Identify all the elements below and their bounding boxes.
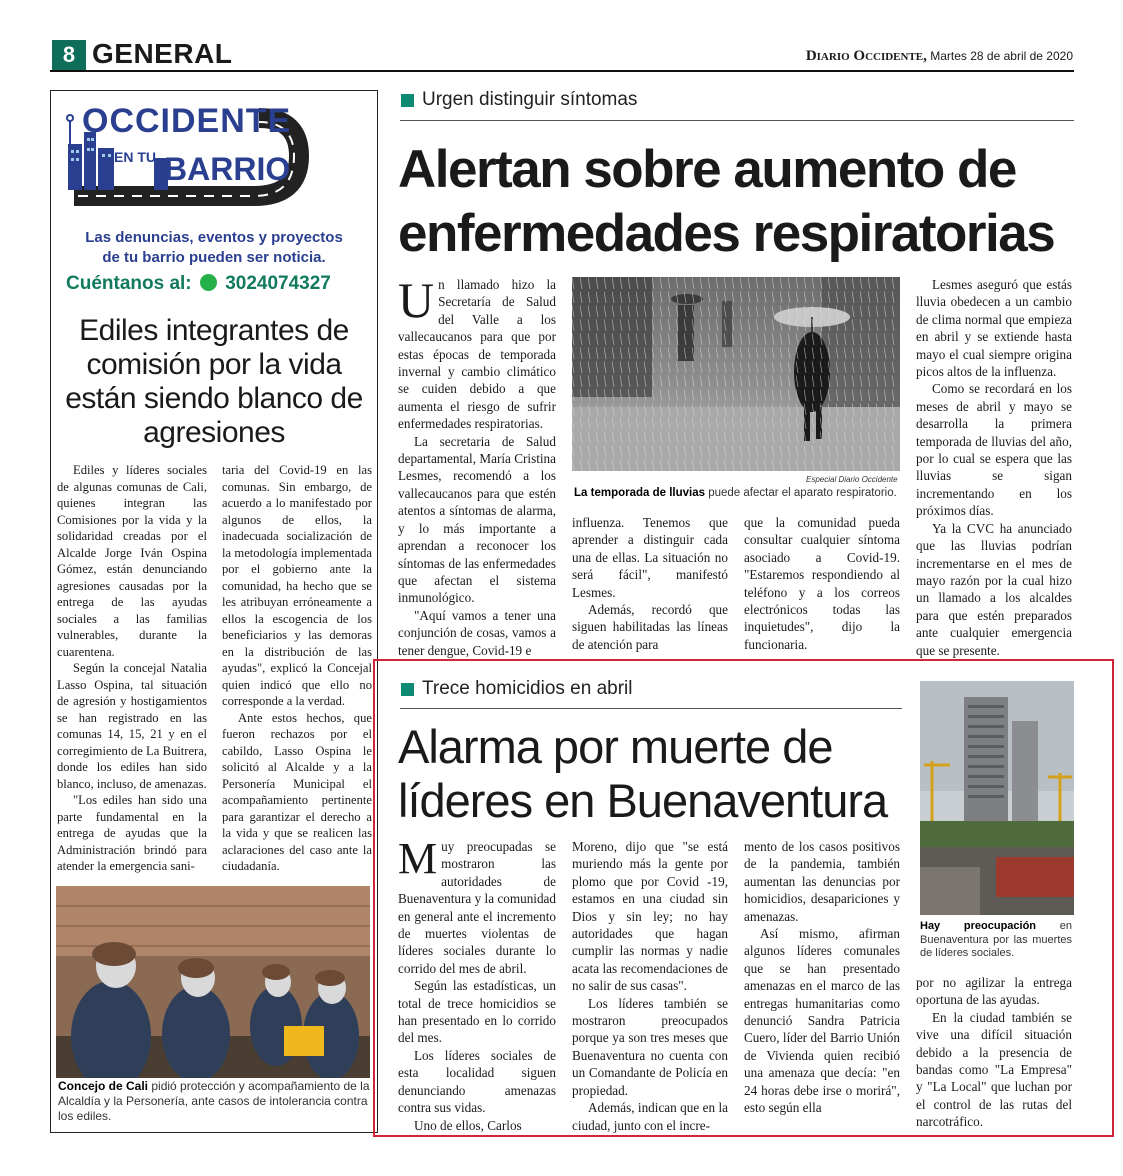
whatsapp-icon [200,274,217,291]
paragraph: Los líderes también se mostraron preocupados porque ya son tres meses que Buenaventura no cuenta con un Comandante de Policía en propiedad. [572,995,728,1098]
paragraph: Los líderes sociales de esta localidad siguen denunciando amenazas contra sus vidas. [398,1047,556,1116]
concejo-de-cali-photo [56,886,370,1078]
paragraph: mento de los casos positivos de la pandemia, también aumentan las denuncias por homicidios, desapariciones y amenazas. [744,839,900,924]
top-column-4 [916,276,1072,659]
top-kicker: Urgen distinguir síntomas [422,89,638,110]
paragraph: "Los ediles han sido una parte fundamental en la entrega de ayudas que la Administración brindó para atender la emergencia sani- [57,793,207,873]
dropcap: U [398,272,435,328]
paragraph: Según la concejal Natalia Lasso Ospina, tal situación de agresión y hostigamientos se han registrado en las comunas 14, 15, 21 y en el corregimiento de La Buitrera, donde los ediles han sido blanco, incluso, de amenazas. [57,661,207,791]
section-title: GENERAL [92,38,233,69]
contact-number: 3024074327 [225,273,331,294]
kicker-marker [401,94,414,107]
caption-text: puede afectar el aparato respiratorio. [705,487,897,499]
headline-line-2: enfermedades respiratorias [398,204,1055,263]
occidente-en-tu-barrio-logo [64,96,344,218]
logo-word-occidente: OCCIDENTE [82,102,292,140]
paragraph: Uno de ellos, Carlos [414,1117,522,1133]
paragraph: En la ciudad también se vive una difícil situación debido a la presencia de bandas como "La Empresa" y "La Local" que luchan por el control de las rutas del narcotráfico. [916,1009,1072,1130]
top-column-1 [398,272,556,659]
paragraph: Según las estadísticas, un total de trece homicidios se han presentado en lo corrido del mes. [398,978,556,1046]
logo-word-barrio: BARRIO [164,151,291,187]
promo-text [60,228,368,268]
issue-date: Martes 28 de abril de 2020 [930,49,1073,63]
newspaper-name: Diario Occidente, [805,48,927,64]
bottom-kicker: Trece homicidios en abril [422,678,633,699]
paragraph: Lesmes aseguró que estás lluvia obedecen a un cambio de clima normal que empieza en abril y se extiende hasta mayo el cual siempre origina picos altos de la influenza. [916,277,1072,380]
page-number: 8 [52,40,86,70]
paragraph: que la comunidad pueda consultar cualquier síntoma asociado a Covid-19. "Estaremos respondiendo al teléfono y a los correos electrónicos todas las inquietudes", dijo la funcionaria. [744,515,900,652]
left-column-1 [57,462,207,875]
paragraph: n llamado hizo la Secretaría de Salud del Valle a los vallecaucanos para que por estas épocas de temporada invernal y cambio climático se cuiden debido a que aumenta el riesgo de sufrir enfermedades respiratorias. [398,277,556,432]
bottom-photo-caption [920,920,1072,961]
paragraph: Ante estos hechos, que fueron rechazos por el cabildo, Lasso Ospina le solicitó al Alcalde y a la Personería Municipal el acompañamiento pertinente para garantizar el derecho a la vida y que se realicen las aclaraciones del caso ante la ciudadanía. [222,710,372,873]
logo-word-en-tu: EN TU [114,149,156,165]
paragraph: "Aquí vamos a tener una conjunción de cosas, vamos a tener dengue, Covid-19 e [398,607,556,658]
left-column-2 [222,462,372,875]
top-headline [398,138,1078,266]
top-column-2 [572,514,728,653]
headline-line-1: Alertan sobre aumento de [398,140,1016,199]
photo-credit: Especial Diario Occidente [806,475,898,484]
caption-text: en Buenaventura por las muertes de líderes sociales. [920,920,1072,959]
bottom-column-1 [398,834,556,1134]
top-photo-caption [574,486,904,501]
paragraph: Así mismo, afirman algunos líderes comunales que se han presentado amenazas en el marco de las entregas humanitarias como denunció Sandra Patricia Cuero, líder del Barrio Unión de Vivienda quien recibió una amenaza que decía: "en 24 horas debe irse o morirá", esto según ella [744,926,900,1116]
left-headline: Ediles integrantes de comisión por la vida están siendo blanco de agresiones [65,314,363,449]
headline-line-2: líderes en Buenaventura [398,774,888,827]
caption-text: pidió protección y acompañamiento de la Alcaldía y la Personería, ante casos de intolerancia contra los ediles. [58,1079,370,1123]
caption-bold: Hay preocupación [920,920,1037,932]
paragraph: taria del Covid-19 en las comunas. Sin embargo, de acuerdo a lo manifestado por algunos de ellos, la inadecuada socialización de la metodología implementada por el gobierno ante la comunidad, ha hecho que se les atribuyan erróneamente a ellos la escogencia de los beneficiarios y las demoras en la distribución de las ayudas", explicó la Concejal quien indicó que ello no corresponde a la verdad. [222,463,372,708]
header-divider [50,70,1074,72]
bottom-headline [398,720,918,828]
kicker-marker [401,683,414,696]
kicker-divider [400,708,902,709]
left-photo-caption [58,1079,370,1124]
top-column-3 [744,514,900,653]
rain-photo [572,277,900,471]
paragraph: por no agilizar la entrega oportuna de las ayudas. [916,975,1072,1008]
bottom-column-4 [916,974,1072,1131]
paragraph: uy preocupadas se mostraron las autoridades de Buenaventura y la comunidad en general ante el incremento de muertes violentas de líderes sociales durante lo corrido del mes de abril. [398,839,556,976]
caption-bold: Concejo de Cali [58,1079,149,1093]
paragraph: Ediles y líderes sociales de algunas comunas de Cali, quienes integran las Comisiones por la vida y la solidaridad creadas por el Alcalde Jorge Iván Ospina Gómez, están denunciando agresiones causadas por la entrega de las ayudas sociales a las familias vulnerables, durante la cuarentena. [57,463,207,659]
buenaventura-photo [920,681,1074,915]
headline-line-1: Alarma por muerte de [398,720,833,773]
caption-bold: La temporada de lluvias [574,487,706,499]
promo-line-2: de tu barrio pueden ser noticia. [102,249,326,266]
bottom-column-2 [572,838,728,1134]
paragraph: influenza. Tenemos que aprender a distinguir cada una de ellas. La situación no será fácil", manifestó Lesmes. [572,515,728,600]
masthead-info [806,48,1073,65]
promo-line-1: Las denuncias, eventos y proyectos [85,229,343,246]
kicker-divider [400,120,1074,121]
dropcap: M [398,834,438,883]
paragraph: Además, recordó que siguen habilitadas las líneas de atención para [572,602,728,652]
contact-label: Cuéntanos al: [66,273,192,294]
paragraph: Como se recordará en los meses de abril y mayo se desarrolla la primera temporada de lluvias del año, por lo cual se espera que las lluvias se sigan incrementando en los próximos días. [916,381,1072,519]
contact-line [66,273,366,295]
paragraph: La secretaria de Salud departamental, María Cristina Lesmes, recomendó a los vallecaucanos para que estén atentos a síntomas de alarma, y lo más importante a aprendan a reconocer los síntomas de las enfermedades que afectan el sistema inmunológico. [398,433,556,606]
paragraph: Ya la CVC ha anunciado que las lluvias podrían incrementarse en el mes de mayo razón por la cual hizo un llamado a los alcaldes para que estén preparados ante cualquier emergencia que se presente. [916,520,1072,658]
paragraph: Además, indican que en la ciudad, junto con el incre- [572,1100,728,1133]
bottom-column-3 [744,838,900,1117]
paragraph: Moreno, dijo que "se está muriendo más la gente por plomo que por Covid -19, estamos en una ciudad sin Dios y sin ley; no hay autoridades que hagan cumplir las normas y nadie acata las recomendaciones de no salir de sus casas". [572,839,728,994]
